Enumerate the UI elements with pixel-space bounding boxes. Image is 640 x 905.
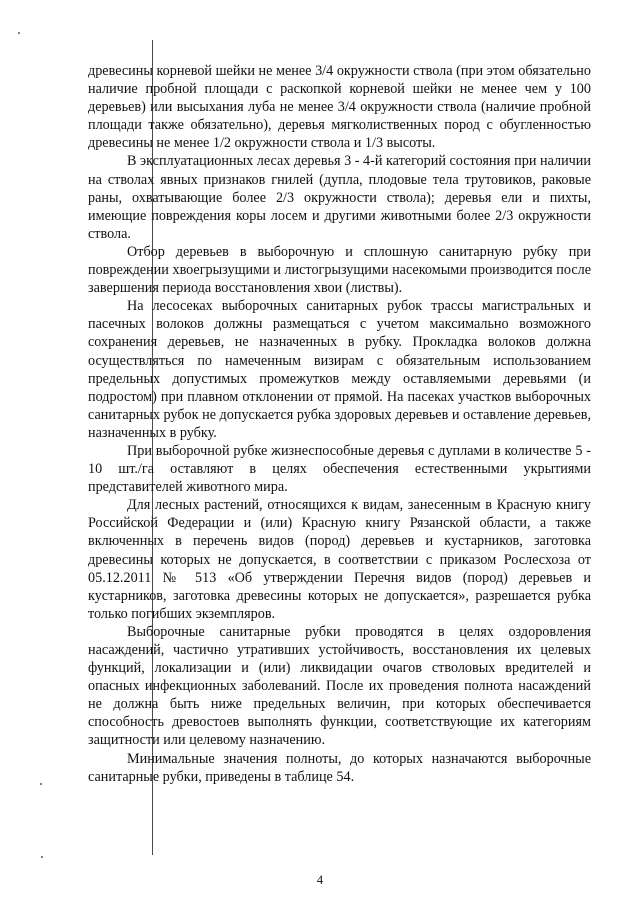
paragraph-7: Выборочные санитарные рубки проводятся в целях оздоровления насаждений, частично утративших устойчивость, восстановления их целевых функций, локализации и (или) ликвидации очагов стволовых вредителей и опасных инфекционных заболеваний. После их проведения полнота насаждений не должна быть ниже предельных величин, при которых обеспечивается способность древостоев выполнять функции, соответствующие их категориям защитности или целевому назначению. (88, 623, 591, 749)
document-body (88, 62, 591, 786)
paragraph-6: Для лесных растений, относящихся к видам, занесенным в Красную книгу Российской Федерации и (или) Красную книгу Рязанской области, а также включенных в перечень видов (пород) деревьев и кустарников, заготовка древесины которых не допускается, в соответствии с приказом Рослесхоза от 05.12.2011 № 513 «Об утверждении Перечня видов (пород) деревьев и кустарников, заготовка древесины которых не допускается», разрешается рубка только погибших экземпляров. (88, 497, 591, 622)
paragraph-4: На лесосеках выборочных санитарных рубок трассы магистральных и пасечных волоков должны размещаться с учетом максимально возможного сохранения деревьев, не назначенных в рубку. Прокладка волоков должна осуществляться по намеченным визирам с обязательным использованием предельных допустимых промежутков между оставляемыми деревьями (и подростом) при плавном отклонении от прямой. На пасеках участков выборочных санитарных рубок не допускается рубка здоровых деревьев и оставление деревьев, назначенных в рубку. (88, 298, 591, 441)
scan-speck (18, 32, 20, 34)
scan-speck (40, 783, 42, 785)
paragraph-2: В эксплуатационных лесах деревья 3 - 4-й категорий состояния при наличии на стволах явных признаков гнилей (дупла, плодовые тела трутовиков, раковые раны, охватывающие более 2/3 окружности ствола); деревья ели и пихты, имеющие повреждения коры лосем и другими животными более 2/3 окружности ствола. (88, 153, 591, 242)
paragraph-8: Минимальные значения полноты, до которых назначаются выборочные санитарные рубки, приведены в таблице 54. (88, 750, 591, 785)
page-number: 4 (316, 873, 324, 887)
paragraph-5: При выборочной рубке жизнеспособные деревья с дуплами в количестве 5 - 10 шт./га оставляют в целях обеспечения естественными укрытиями представителей животного мира. (88, 442, 591, 496)
paragraph-3: Отбор деревьев в выборочную и сплошную санитарную рубку при повреждении хвоегрызущими и листогрызущими насекомыми производится после завершения периода восстановления хвои (листвы). (88, 243, 591, 297)
paragraph-1: древесины корневой шейки не менее 3/4 окружности ствола (при этом обязательно наличие пробной площади с раскопкой корневой шейки не менее чем у 100 деревьев) или высыхания луба не менее 3/4 окружности ствола (наличие пробной площади также обязательно), деревья мягколиственных пород с обугленностью древесины не менее 1/2 окружности ствола и 1/3 высоты. (88, 63, 591, 152)
scan-speck (41, 856, 43, 858)
